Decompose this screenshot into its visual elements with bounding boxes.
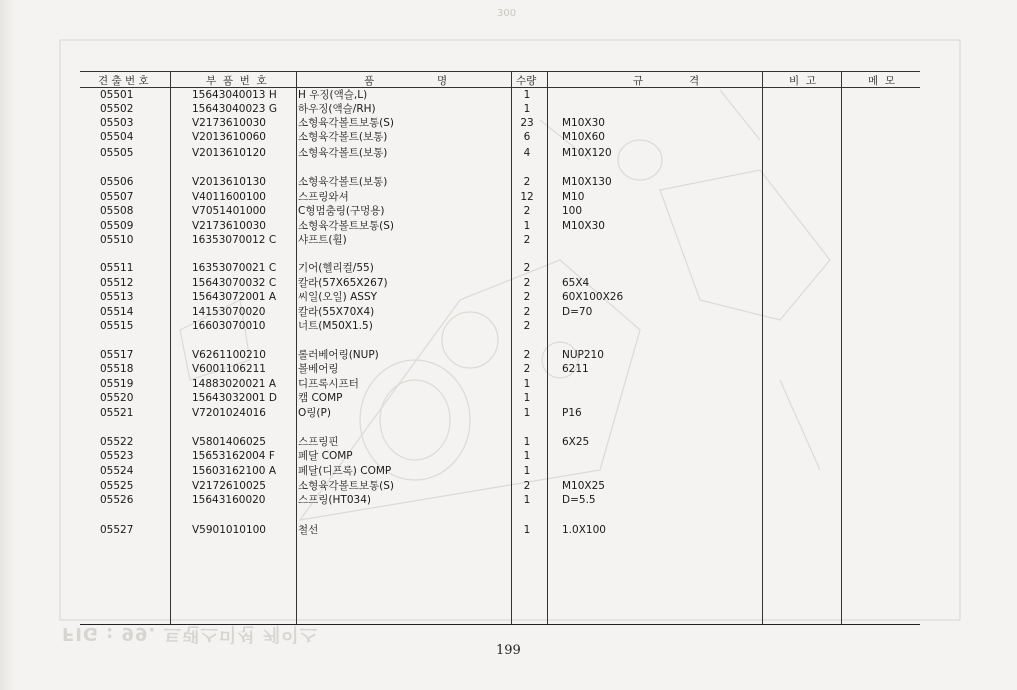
cell-name: 기어(헬리컬/55) [298,262,374,274]
parts-table [80,70,920,626]
cell-no: 05507 [100,191,134,203]
table-row [80,493,920,507]
cell-part: 14153070020 [192,306,266,318]
cell-spec: 100 [562,205,583,217]
cell-name: 볼베어링 [298,363,339,375]
cell-part: V2013610130 [192,176,266,188]
cell-part: V7051401000 [192,205,266,217]
table-row [80,102,920,116]
cell-no: 05509 [100,220,134,232]
table-row [80,116,920,130]
table-row [80,204,920,218]
header-part: 부 품 번 호 [206,75,267,87]
table-row [80,233,920,247]
cell-name: 철선 [298,524,319,536]
header-name-2: 명 [437,75,448,87]
cell-name: 디프록시프터 [298,378,359,390]
cell-no: 05513 [100,291,134,303]
cell-name: O링(P) [298,407,331,419]
table-row [80,523,920,537]
cell-spec: M10X25 [562,480,605,492]
cell-part: 15643032001 D [192,392,277,404]
cell-part: V2173610030 [192,117,266,129]
table-row [80,319,920,333]
cell-qty: 2 [523,205,531,217]
table-row [80,377,920,391]
cell-qty: 1 [523,494,531,506]
cell-part: 15603162100 A [192,465,277,477]
cell-qty: 23 [520,117,534,129]
cell-qty: 2 [523,277,531,289]
cell-part: V4011600100 [192,191,266,203]
cell-part: 15643160020 [192,494,266,506]
cell-part: V6261100210 [192,349,266,361]
cell-part: V2173610030 [192,220,266,232]
header-memo: 메 모 [868,75,895,87]
cell-no: 05520 [100,392,134,404]
cell-qty: 1 [523,407,531,419]
table-row [80,362,920,376]
page-edge [0,0,14,690]
cell-part: 16353070012 C [192,234,277,246]
cell-name: H 우징(액슬,L) [298,89,368,101]
cell-spec: 6211 [562,363,589,375]
table-row [80,130,920,144]
cell-part: 14883020021 A [192,378,277,390]
table-row [80,449,920,463]
cell-part: 16353070021 C [192,262,277,274]
cell-name: 씨일(오일) ASSY [298,291,378,303]
cell-name: 캠 COMP [298,392,343,404]
cell-name: C형멈춤링(구멍용) [298,205,385,217]
cell-qty: 1 [523,89,531,101]
cell-qty: 2 [523,349,531,361]
cell-qty: 2 [523,320,531,332]
cell-no: 05523 [100,450,134,462]
cell-spec: 1.0X100 [562,524,606,536]
table-row [80,276,920,290]
table-row [80,261,920,275]
cell-qty: 1 [523,524,531,536]
cell-no: 05527 [100,524,134,536]
table-row [80,406,920,420]
cell-no: 05504 [100,131,134,143]
table-row [80,219,920,233]
cell-spec: 6X25 [562,436,590,448]
cell-qty: 12 [520,191,534,203]
cell-spec: M10X120 [562,147,612,159]
cell-no: 05510 [100,234,134,246]
cell-spec: NUP210 [562,349,604,361]
cell-name: 스프링(HT034) [298,494,371,506]
cell-part: V6001106211 [192,363,266,375]
cell-name: 칼라(57X65X267) [298,277,388,289]
cell-name: 페달(디프록) COMP [298,465,392,477]
cell-name: 칼라(55X70X4) [298,306,375,318]
cell-qty: 2 [523,234,531,246]
cell-qty: 1 [523,220,531,232]
cell-name: 페달 COMP [298,450,353,462]
table-row [80,290,920,304]
cell-no: 05525 [100,480,134,492]
cell-no: 05501 [100,89,134,101]
cell-qty: 2 [523,291,531,303]
page-number: 199 [496,643,521,658]
cell-name: 너트(M50X1.5) [298,320,373,332]
cell-qty: 1 [523,103,531,115]
table-row [80,146,920,160]
cell-part: V5901010100 [192,524,266,536]
cell-part: V2013610060 [192,131,266,143]
cell-qty: 2 [523,306,531,318]
cell-no: 05524 [100,465,134,477]
cell-qty: 1 [523,450,531,462]
cell-qty: 6 [523,131,531,143]
table-row [80,391,920,405]
header-remark: 비 고 [789,75,816,87]
cell-name: 스프링핀 [298,436,339,448]
cell-qty: 1 [523,436,531,448]
cell-part: 15643040013 H [192,89,277,101]
cell-spec: D=70 [562,306,593,318]
cell-name: 소형육각볼트보통(S) [298,220,395,232]
cell-spec: M10 [562,191,585,203]
table-row [80,190,920,204]
table-row [80,464,920,478]
top-page-number: 300 [497,8,517,19]
cell-qty: 1 [523,378,531,390]
table-row [80,175,920,189]
cell-name: 소형육각볼트(보통) [298,147,388,159]
cell-spec: D=5.5 [562,494,596,506]
cell-part: V7201024016 [192,407,266,419]
cell-spec: M10X60 [562,131,605,143]
cell-no: 05503 [100,117,134,129]
table-row [80,479,920,493]
cell-qty: 2 [523,176,531,188]
cell-spec: M10X130 [562,176,612,188]
cell-name: 소형육각볼트보통(S) [298,480,395,492]
cell-spec: M10X30 [562,117,605,129]
cell-no: 05521 [100,407,134,419]
cell-name: 샤프트(휠) [298,234,347,246]
cell-part: 16603070010 [192,320,266,332]
cell-name: 소형육각볼트(보통) [298,176,388,188]
cell-name: 소형육각볼트(보통) [298,131,388,143]
table-row [80,88,920,102]
cell-part: V2172610025 [192,480,266,492]
table-row [80,348,920,362]
cell-qty: 1 [523,465,531,477]
cell-no: 05511 [100,262,134,274]
table-row [80,305,920,319]
cell-qty: 1 [523,392,531,404]
header-name-1: 품 [364,75,375,87]
cell-no: 05502 [100,103,134,115]
bleed-through-caption: FIG : 99. 트랜스미션 케이스 [62,623,319,644]
cell-no: 05526 [100,494,134,506]
cell-spec: 65X4 [562,277,590,289]
table-body [80,70,920,626]
cell-part: V5801406025 [192,436,266,448]
cell-spec: P16 [562,407,582,419]
header-no: 견 출 번 호 [98,75,149,87]
cell-name: 소형육각볼트보통(S) [298,117,395,129]
cell-no: 05508 [100,205,134,217]
cell-no: 05517 [100,349,134,361]
cell-part: 15643040023 G [192,103,277,115]
cell-no: 05506 [100,176,134,188]
cell-no: 05522 [100,436,134,448]
cell-part: V2013610120 [192,147,266,159]
cell-no: 05512 [100,277,134,289]
header-spec-1: 규 [633,75,644,87]
cell-no: 05519 [100,378,134,390]
header-qty: 수량 [516,75,537,87]
cell-qty: 2 [523,480,531,492]
cell-name: 하우징(액슬/RH) [298,103,376,115]
header-spec-2: 격 [689,75,700,87]
cell-qty: 2 [523,363,531,375]
cell-spec: 60X100X26 [562,291,624,303]
cell-part: 15643072001 A [192,291,277,303]
cell-no: 05514 [100,306,134,318]
cell-no: 05518 [100,363,134,375]
table-row [80,435,920,449]
cell-part: 15643070032 C [192,277,277,289]
cell-no: 05515 [100,320,134,332]
cell-name: 롤러베어링(NUP) [298,349,379,361]
cell-no: 05505 [100,147,134,159]
cell-qty: 2 [523,262,531,274]
cell-qty: 4 [523,147,531,159]
cell-name: 스프링와셔 [298,191,349,203]
cell-spec: M10X30 [562,220,605,232]
cell-part: 15653162004 F [192,450,275,462]
